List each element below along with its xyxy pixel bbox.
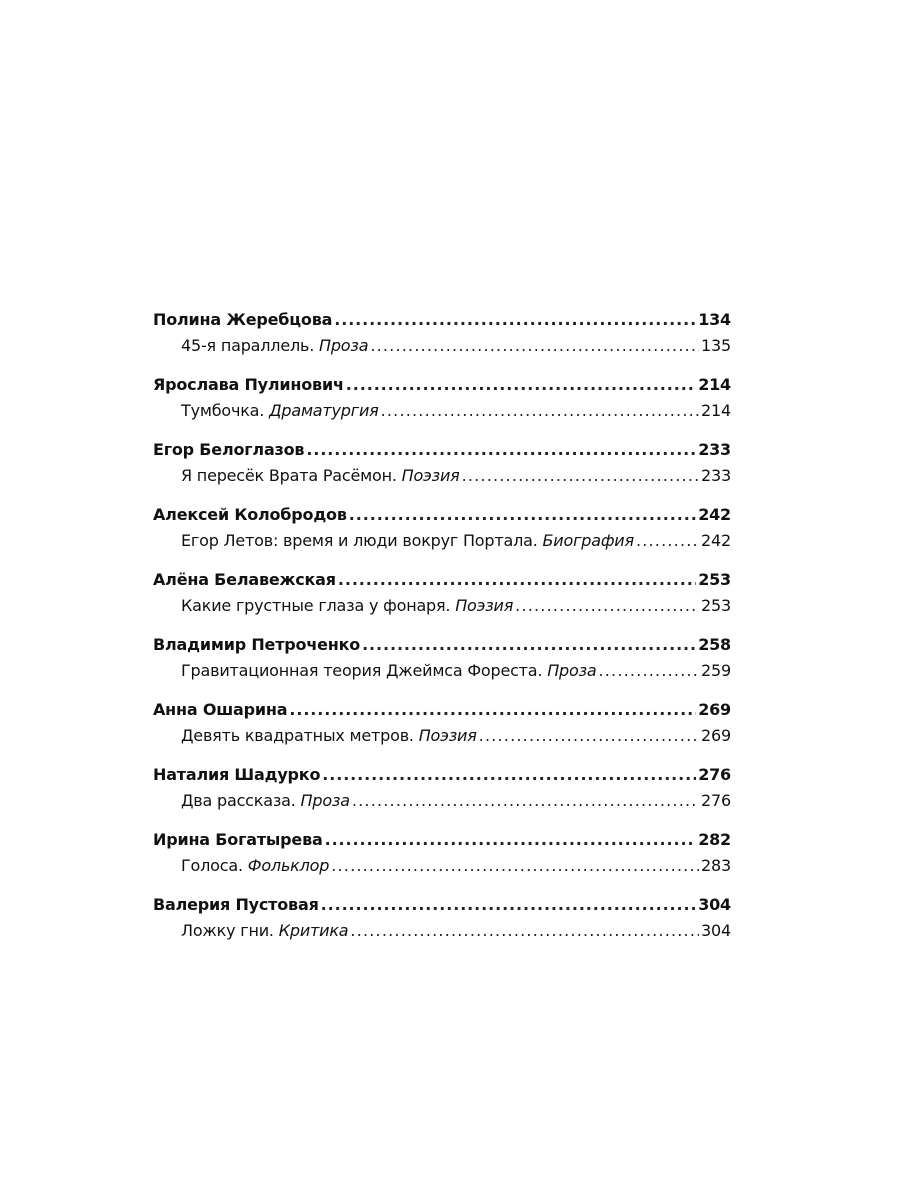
author-name: Валерия Пустовая [153,895,319,914]
toc-author-line[interactable] [153,502,731,528]
toc-work-line[interactable] [153,593,731,619]
toc-entry [153,762,731,814]
toc-author-line[interactable] [153,892,731,918]
work-genre: Драматургия [269,401,379,420]
author-name: Полина Жеребцова [153,310,333,329]
dot-leader [636,528,699,554]
toc-entry [153,307,731,359]
work-title: Девять квадратных метров. [181,726,414,745]
page-number: 304 [701,921,731,940]
dot-leader [515,593,699,619]
toc-work-line[interactable] [153,723,731,749]
work-title-group [181,853,329,879]
page-number: 253 [698,570,731,589]
toc-entry [153,502,731,554]
page-number: 276 [698,765,731,784]
page-number: 135 [701,336,731,355]
page-number: 259 [701,661,731,680]
toc-work-line[interactable] [153,658,731,684]
dot-leader [331,853,699,879]
page-number: 233 [701,466,731,485]
work-title-group [181,463,460,489]
work-genre: Проза [300,791,350,810]
toc-work-line[interactable] [153,463,731,489]
work-genre: Проза [319,336,369,355]
work-title: Голоса. [181,856,243,875]
dot-leader [338,567,696,593]
page-number: 282 [698,830,731,849]
toc-entry [153,827,731,879]
dot-leader [598,658,699,684]
work-title: Гравитационная теория Джеймса Фореста. [181,661,543,680]
toc-author-line[interactable] [153,372,731,398]
work-title-group [181,398,379,424]
page-number: 214 [698,375,731,394]
dot-leader [352,788,699,814]
work-genre: Поэзия [418,726,477,745]
work-title: Два рассказа. [181,791,296,810]
work-genre: Фольклор [247,856,330,875]
toc-entry [153,892,731,944]
dot-leader [325,827,697,853]
author-name: Анна Ошарина [153,700,288,719]
toc-work-line[interactable] [153,918,731,944]
toc-entry [153,697,731,749]
page-number: 242 [701,531,731,550]
page-number: 304 [698,895,731,914]
dot-leader [334,307,696,333]
dot-leader [479,723,699,749]
dot-leader [306,437,696,463]
toc-entry [153,632,731,684]
page-number: 258 [698,635,731,654]
toc-work-line[interactable] [153,398,731,424]
toc-work-line[interactable] [153,788,731,814]
author-name: Алёна Белавежская [153,570,336,589]
toc-author-line[interactable] [153,762,731,788]
dot-leader [322,762,696,788]
toc-entry [153,567,731,619]
dot-leader [462,463,699,489]
dot-leader [370,333,699,359]
work-title: Какие грустные глаза у фонаря. [181,596,451,615]
work-title: Я пересёк Врата Расёмон. [181,466,397,485]
toc-work-line[interactable] [153,333,731,359]
dot-leader [381,398,699,424]
toc-author-line[interactable] [153,307,731,333]
toc-author-line[interactable] [153,632,731,658]
work-genre: Проза [547,661,597,680]
page-number: 214 [701,401,731,420]
toc-entry [153,372,731,424]
dot-leader [289,697,696,723]
page-number: 269 [698,700,731,719]
author-name: Алексей Колобродов [153,505,347,524]
work-genre: Критика [278,921,349,940]
work-title-group [181,658,596,684]
dot-leader [362,632,696,658]
work-title: Тумбочка. [181,401,265,420]
author-name: Егор Белоглазов [153,440,305,459]
work-title-group [181,918,348,944]
page-number: 253 [701,596,731,615]
page-number: 233 [698,440,731,459]
table-of-contents [153,307,731,957]
toc-author-line[interactable] [153,827,731,853]
work-title-group [181,333,368,359]
work-genre: Поэзия [455,596,514,615]
work-genre: Поэзия [401,466,460,485]
page-number: 269 [701,726,731,745]
toc-entry [153,437,731,489]
work-title-group [181,593,513,619]
work-title-group [181,788,350,814]
page-number: 276 [701,791,731,810]
dot-leader [346,372,696,398]
author-name: Ирина Богатырева [153,830,323,849]
toc-work-line[interactable] [153,853,731,879]
toc-author-line[interactable] [153,567,731,593]
dot-leader [349,502,696,528]
author-name: Наталия Шадурко [153,765,321,784]
work-title-group [181,528,634,554]
page-number: 283 [701,856,731,875]
work-title: 45-я параллель. [181,336,315,355]
page-number: 242 [698,505,731,524]
author-name: Владимир Петроченко [153,635,361,654]
dot-leader [321,892,697,918]
author-name: Ярослава Пулинович [153,375,344,394]
toc-author-line[interactable] [153,437,731,463]
work-title-group [181,723,477,749]
dot-leader [350,918,699,944]
toc-work-line[interactable] [153,528,731,554]
toc-author-line[interactable] [153,697,731,723]
work-title: Егор Летов: время и люди вокруг Портала. [181,531,538,550]
work-title: Ложку гни. [181,921,274,940]
work-genre: Биография [542,531,634,550]
page-number: 134 [698,310,731,329]
